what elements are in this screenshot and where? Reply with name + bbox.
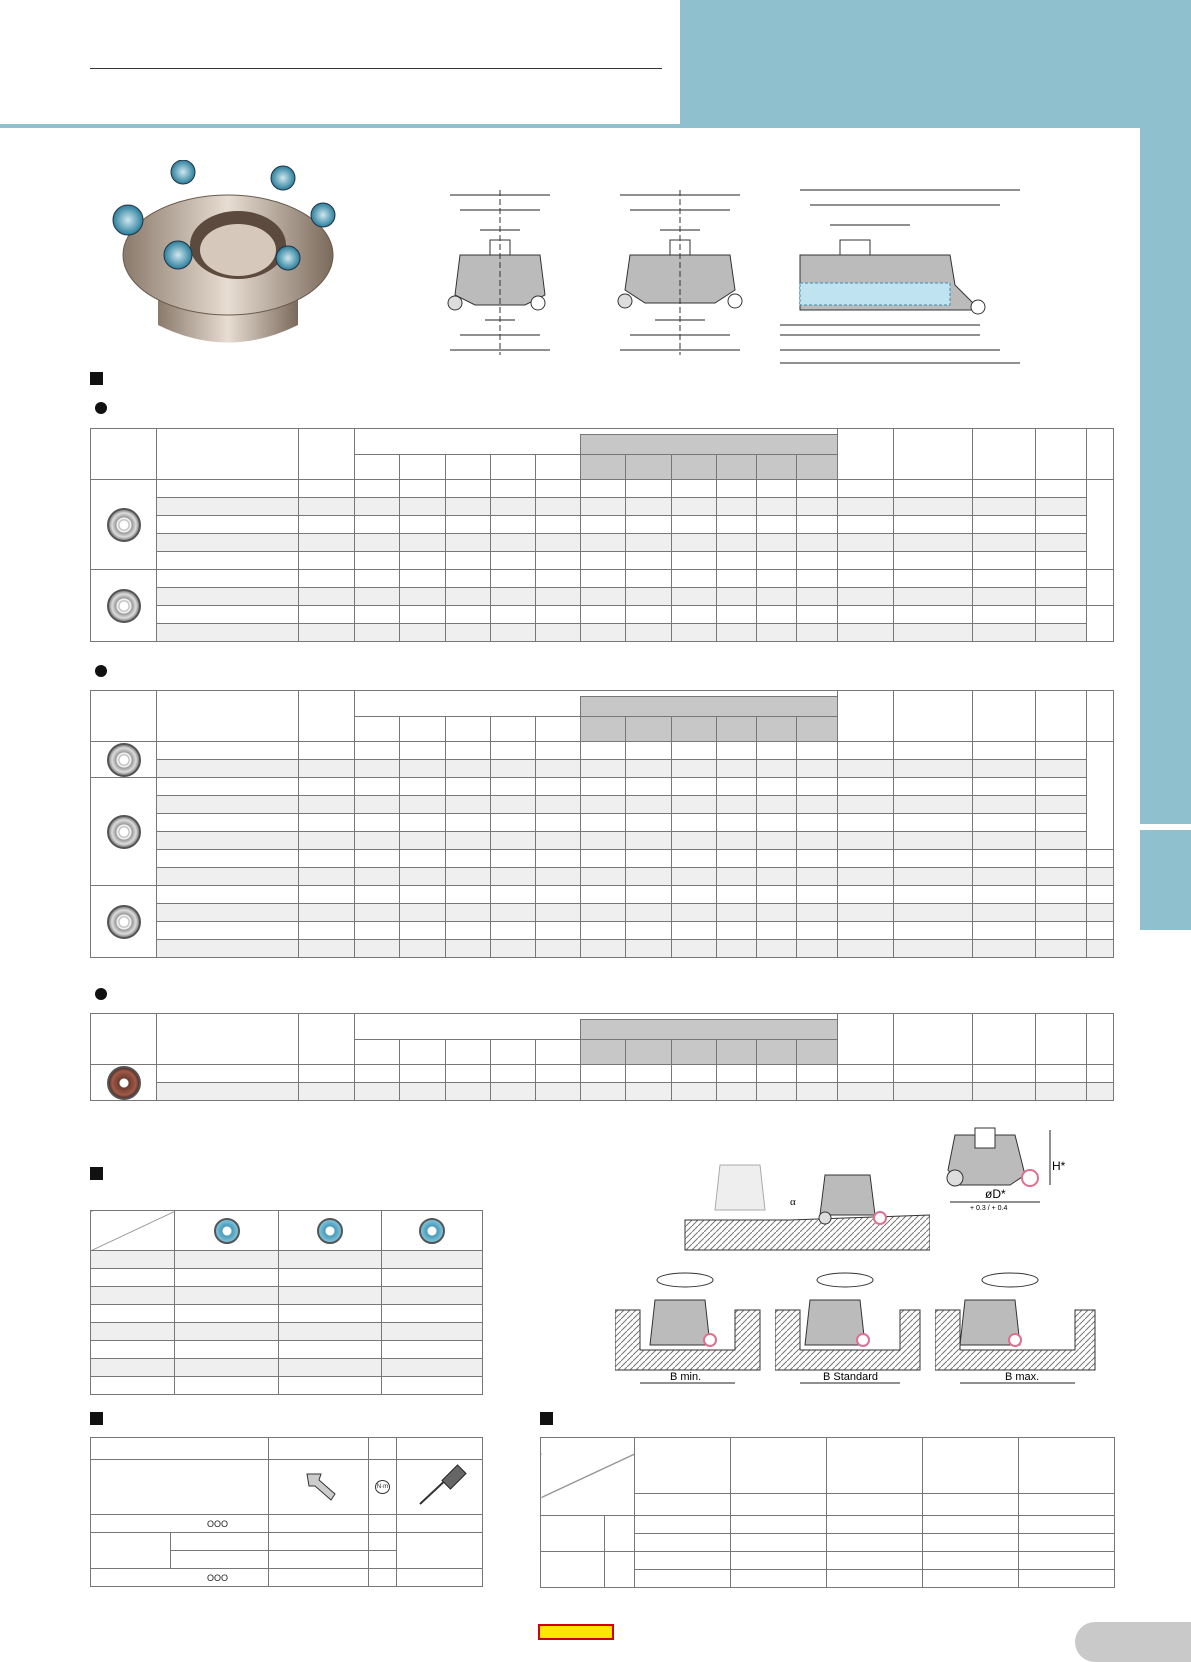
milling-cutter-icon bbox=[108, 160, 348, 360]
b-min-diagram bbox=[615, 1265, 765, 1395]
torque-icon: N·m bbox=[375, 1480, 390, 1494]
torx-key-icon bbox=[410, 1464, 470, 1508]
title-line bbox=[90, 68, 662, 69]
ooo-label: OOO bbox=[91, 1515, 269, 1533]
header-band bbox=[680, 0, 1191, 124]
tol-d-label: + 0,3 / + 0,4 bbox=[970, 1205, 1008, 1210]
dim-d-label: øD* bbox=[985, 1187, 1006, 1201]
round-insert-icon bbox=[107, 905, 141, 939]
round-insert-icon bbox=[317, 1218, 343, 1244]
product-table-1 bbox=[90, 428, 1114, 642]
b-max-diagram bbox=[935, 1265, 1100, 1395]
technical-drawings bbox=[420, 185, 1060, 380]
sidebar-tab-2 bbox=[1140, 830, 1191, 930]
b-min-label: B min. bbox=[670, 1371, 702, 1383]
round-insert-icon bbox=[419, 1218, 445, 1244]
b-standard-diagram bbox=[775, 1265, 925, 1395]
product-table-2 bbox=[90, 690, 1114, 958]
round-insert-icon bbox=[214, 1218, 240, 1244]
spare-parts-table bbox=[90, 1437, 483, 1587]
round-insert-icon bbox=[107, 1066, 141, 1100]
dimension-diagram bbox=[940, 1110, 1090, 1210]
header-rule bbox=[0, 124, 1140, 128]
round-insert-icon bbox=[107, 815, 141, 849]
section-marker bbox=[540, 1412, 553, 1425]
b-standard-label: B Standard bbox=[823, 1371, 879, 1383]
product-table-3 bbox=[90, 1013, 1114, 1101]
ramping-diagram bbox=[680, 1160, 930, 1255]
sidebar-tab bbox=[1140, 124, 1191, 824]
ooo-label-2: OOO bbox=[91, 1569, 269, 1587]
section-marker bbox=[90, 372, 103, 385]
section-marker bbox=[90, 1167, 103, 1180]
insert-table bbox=[90, 1210, 483, 1395]
screw-icon bbox=[299, 1466, 339, 1506]
round-insert-icon bbox=[107, 589, 141, 623]
round-insert-icon bbox=[107, 508, 141, 542]
alpha-label: α bbox=[790, 1196, 796, 1208]
cutting-data-table bbox=[540, 1437, 1115, 1588]
b-max-label: B max. bbox=[1005, 1371, 1040, 1383]
group-marker bbox=[95, 665, 107, 677]
section-marker bbox=[90, 1412, 103, 1425]
highlight-tag bbox=[538, 1624, 614, 1640]
group-marker bbox=[95, 402, 107, 414]
round-insert-icon bbox=[107, 743, 141, 777]
dim-h-label: H* bbox=[1052, 1159, 1066, 1173]
page-number-pill bbox=[1075, 1622, 1191, 1662]
group-marker bbox=[95, 988, 107, 1000]
